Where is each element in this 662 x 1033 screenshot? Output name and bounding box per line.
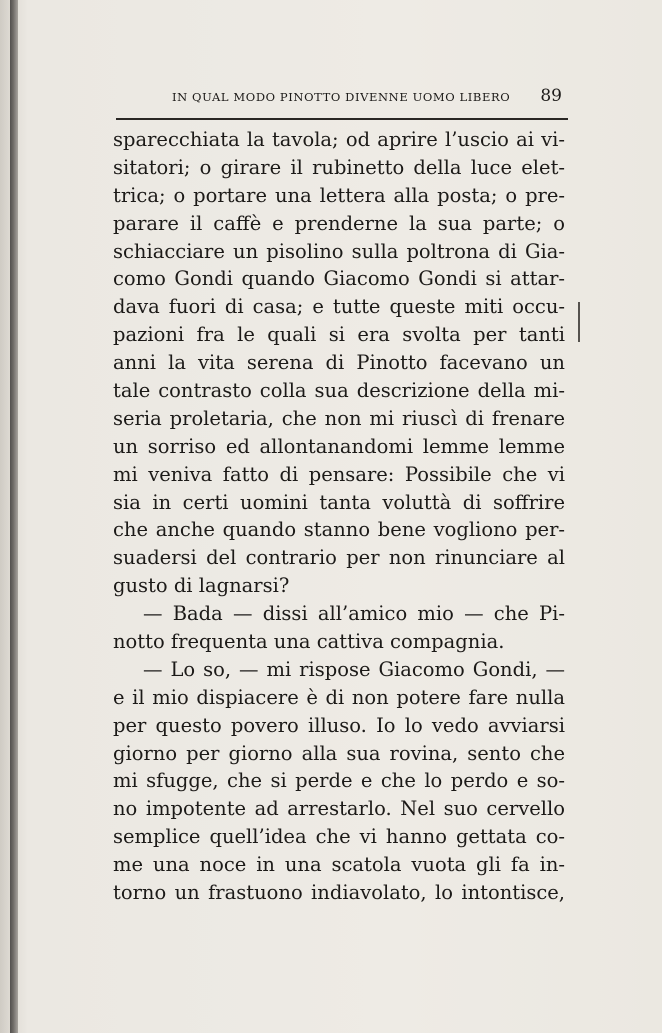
text-line: sparecchiata la tavola; od aprire l’uscio ai vi- [113,128,565,151]
dialogue-line: — Lo so, — mi rispose Giacomo Gondi, — [143,657,565,681]
text-line: torno un frastuono indiavolato, lo intontisce, [113,881,565,905]
text-line: sia in certi uomini tanta voluttà di soffrire [113,490,565,514]
text-line: no impotente ad arrestarlo. Nel suo cervello [113,797,565,821]
paragraph-end-line: notto frequenta una cattiva compagnia. [113,630,505,654]
page-binding-edge [10,0,18,1033]
text-line: mi veniva fatto di pensare: Possibile che vi [113,462,565,486]
running-title: IN QUAL MODO PINOTTO DIVENNE UOMO LIBERO [172,90,511,104]
text-line: me una noce in una scatola vuota gli fa in- [113,853,565,877]
text-line: suadersi del contrario per non rinunciare al [113,546,565,570]
text-line: tale contrasto colla sua descrizione della mi- [113,379,565,403]
text-line: che anche quando stanno bene vogliono per- [113,518,565,542]
margin-mark [578,302,580,342]
page-header [120,86,570,110]
paragraph-end-line: gusto di lagnarsi? [113,574,290,598]
text-line: parare il caffè e prenderne la sua parte; o [113,211,565,235]
text-line: semplice quell’idea che vi hanno gettata co- [113,825,565,849]
page-number: 89 [540,86,562,106]
text-line: sitatori; o girare il rubinetto della luce elet- [113,155,565,179]
text-line: trica; o portare una lettera alla posta; o pre- [113,183,565,207]
text-line: per questo povero illuso. Io lo vedo avviarsi [113,713,565,737]
text-line: giorno per giorno alla sua rovina, sento che [113,741,565,765]
header-rule [116,118,568,120]
text-line: pazioni fra le quali si era svolta per tanti [113,323,565,347]
text-line: seria proletaria, che non mi riuscì di frenare [113,406,565,430]
text-line: mi sfugge, che si perde e che lo perdo e so- [113,769,565,793]
text-line: un sorriso ed allontanandomi lemme lemme [113,434,565,458]
text-line: e il mio dispiacere è di non potere fare nulla [113,685,565,709]
text-line: schiacciare un pisolino sulla poltrona di Gia- [113,239,565,263]
text-line: anni la vita serena di Pinotto facevano un [113,351,565,375]
dialogue-line: — Bada — dissi all’amico mio — che Pi- [143,602,565,626]
text-line: dava fuori di casa; e tutte queste miti occu- [113,295,565,319]
text-line: como Gondi quando Giacomo Gondi si attar- [113,267,565,291]
body-text [113,126,565,907]
